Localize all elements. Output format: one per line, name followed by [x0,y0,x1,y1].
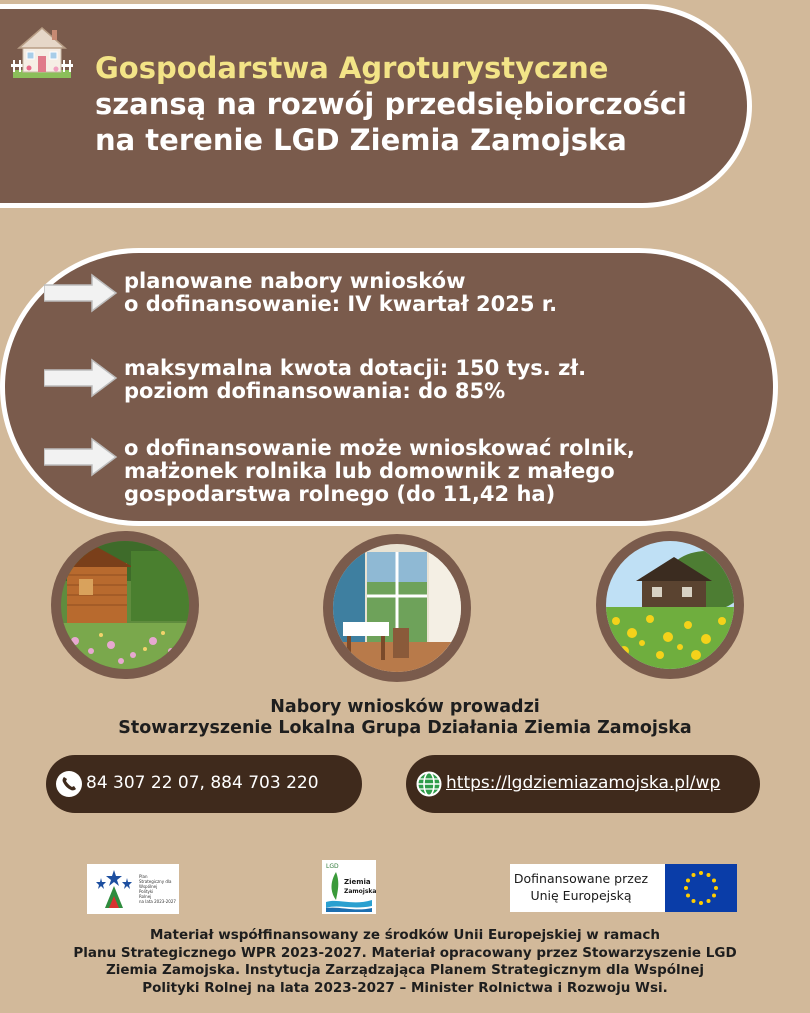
wpr-caption-line: Strategiczny dla [139,879,172,884]
wpr-logo [87,864,179,914]
arrow-right-icon [44,358,118,398]
footer-line: Planu Strategicznego WPR 2023-2027. Materiał opracowany przez Stowarzyszenie LGD [73,944,737,961]
footer-line: Polityki Rolnej na lata 2023-2027 – Minister Rolnictwa i Rozwoju Wsi. [142,979,668,996]
wpr-caption-line: Plan [139,874,148,879]
website-link[interactable]: https://lgdziemiazamojska.pl/wp [446,773,721,793]
eu-funding-line: Dofinansowane przez [513,871,649,886]
phone-contact [46,755,362,813]
footer-line: Materiał współfinansowany ze środków Unii Europejskiej w ramach [149,927,661,943]
info-item-text: maksymalna kwota dotacji: 150 tys. zł. [124,356,587,380]
footer-disclaimer [20,927,790,997]
title-highlight: Gospodarstwa Agroturystyczne [95,51,609,85]
info-item-text: poziom dofinansowania: do 85% [124,379,506,403]
footer-line: Ziemia Zamojska. Instytucja Zarządzająca Planem Strategicznym dla Wspólnej [105,962,705,978]
info-item-text: o dofinansowanie może wnioskować rolnik, [124,436,635,460]
phone-number[interactable]: 84 307 22 07, 884 703 220 [86,773,319,793]
wpr-caption-line: Rolnej [139,894,152,899]
wpr-emblem-icon [91,868,137,910]
wpr-caption [139,874,179,904]
info-item-text: gospodarstwa rolnego (do 11,42 ha) [124,482,556,506]
eu-funding-logo [510,864,737,912]
title-line-3: na terenie LGD Ziemia Zamojska [95,123,627,157]
info-item-text: małżonek rolnika lub domownik z małego [124,459,615,483]
lgd-letter-l: LGD [326,863,339,870]
page-title [95,50,785,158]
title-line-2: szansą na rozwój przedsiębiorczości [95,87,687,121]
info-item-wnioskodawca [124,437,635,506]
organizer-line: Nabory wniosków prowadzi [270,697,540,717]
interior-room-photo [323,534,471,682]
website-contact [406,755,760,813]
eu-flag-icon [665,864,737,912]
info-item-text: o dofinansowanie: IV kwartał 2025 r. [124,292,558,316]
lgd-logo [322,860,376,914]
arrow-right-icon [44,273,118,313]
info-item-nabory [124,270,557,316]
field-with-cottage-photo [596,531,744,679]
wpr-caption-line: Polityki [139,889,154,894]
organizer-line: Stowarzyszenie Lokalna Grupa Działania Ziemia Zamojska [118,718,692,738]
wpr-caption-line: Wspólnej [139,884,158,889]
lgd-name-2: Zamojska [344,888,376,895]
globe-icon [416,771,442,797]
wpr-caption-line: na lata 2023-2027 [139,899,176,904]
arrow-right-icon [44,437,118,477]
eu-funding-text [510,870,652,904]
lgd-emblem-icon [322,860,376,914]
phone-icon [56,771,82,797]
wooden-cabin-photo [51,531,199,679]
organizer-text [0,697,810,739]
house-icon [11,24,73,80]
eu-funding-line: Unię Europejską [530,888,632,903]
info-item-dotacja [124,357,586,403]
lgd-name-1: Ziemia [344,878,371,886]
info-item-text: planowane nabory wniosków [124,269,466,293]
